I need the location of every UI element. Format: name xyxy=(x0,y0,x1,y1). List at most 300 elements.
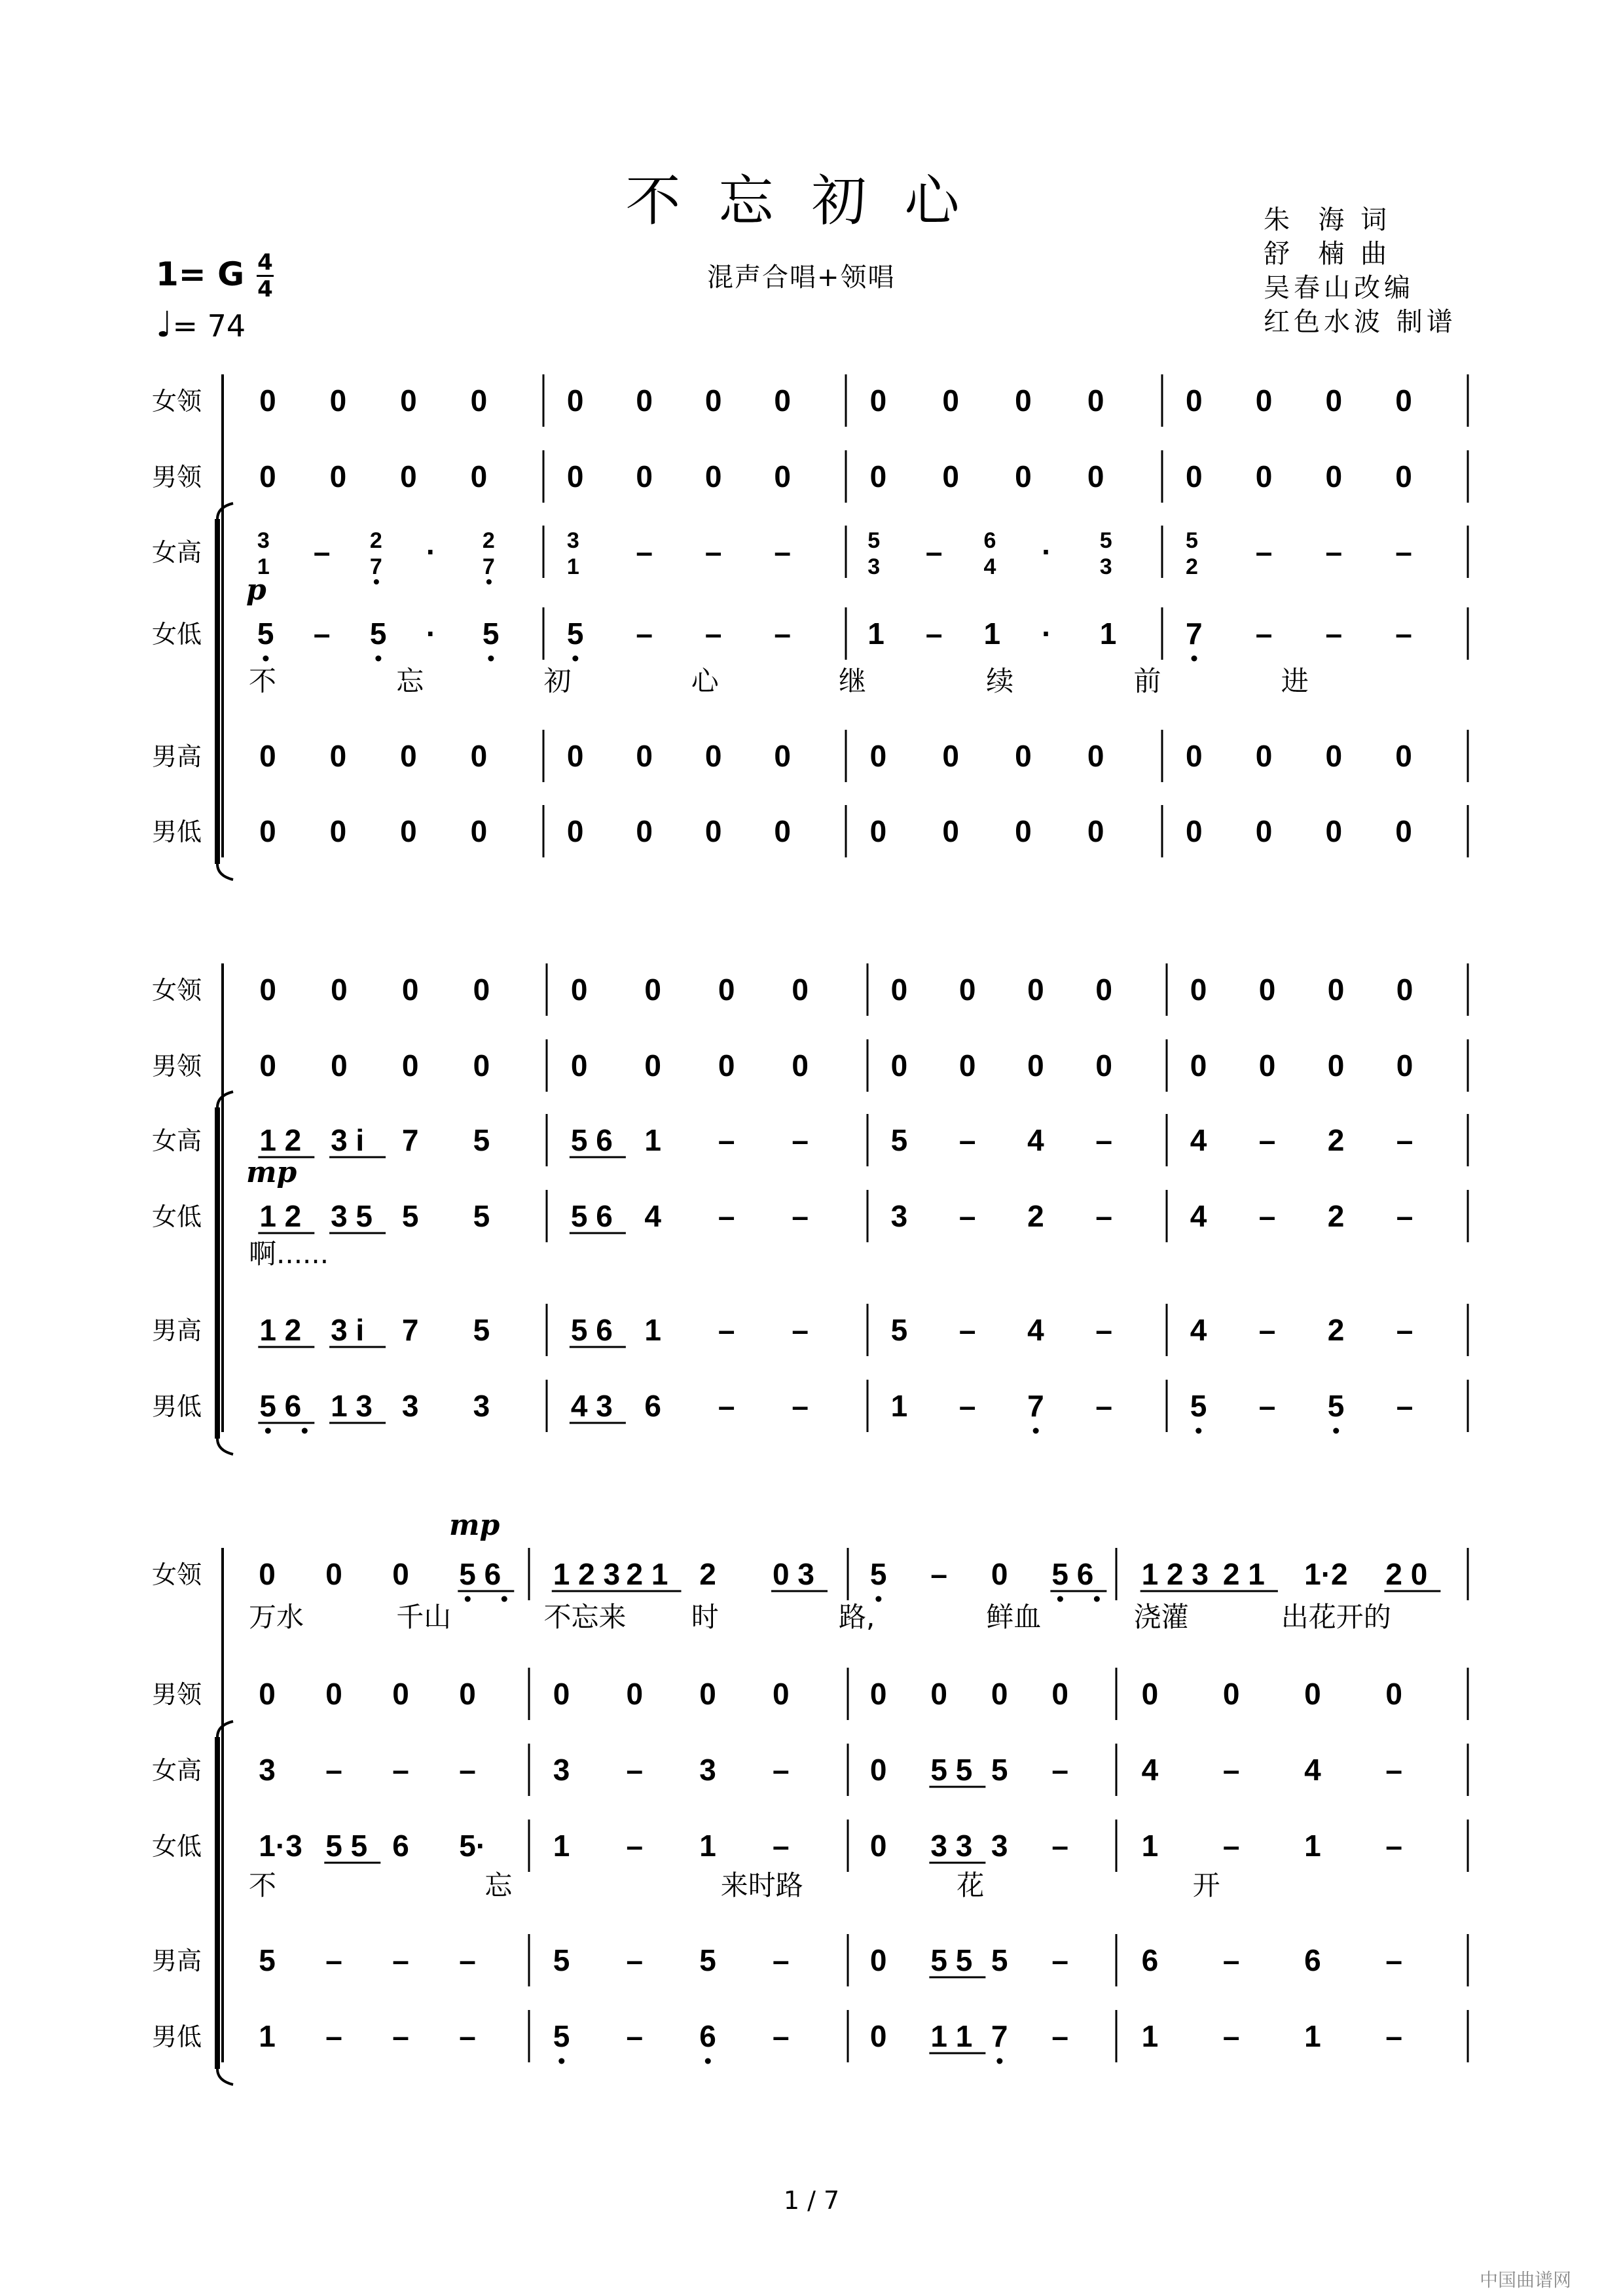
note: 0 xyxy=(1190,1049,1207,1083)
note: 0 xyxy=(869,1753,887,1787)
choir-bracket-top-hook xyxy=(217,1721,233,1737)
note: – xyxy=(392,1753,409,1787)
low-octave-dot xyxy=(263,656,268,662)
note: 4 xyxy=(1190,1313,1207,1347)
note: 0 xyxy=(329,814,347,848)
dynamic-marking: p xyxy=(246,573,266,607)
lyric-syllable: 路, xyxy=(839,1601,875,1633)
note: 0 xyxy=(329,384,347,418)
note: 0 xyxy=(869,1829,887,1863)
note: 0 xyxy=(1015,814,1032,848)
note: 0 xyxy=(792,973,809,1007)
lyric-syllable: 不 xyxy=(249,1869,277,1901)
note: 0 xyxy=(570,1049,588,1083)
note: – xyxy=(1095,1123,1112,1157)
credit-transcriber: 红色水波 制谱 xyxy=(1264,307,1457,337)
note: 5 xyxy=(473,1199,490,1233)
note: – xyxy=(1095,1389,1112,1423)
note: 0 xyxy=(566,384,584,418)
note: – xyxy=(1396,1389,1413,1423)
low-octave-dot xyxy=(558,2058,564,2064)
note: 0 xyxy=(1325,739,1343,773)
dynamic-marking: mp xyxy=(449,1509,500,1542)
note: 0 xyxy=(869,739,887,773)
note: 0 xyxy=(470,739,488,773)
chord-lower-note: 3 xyxy=(1099,554,1112,579)
note: 0 xyxy=(704,814,722,848)
note: – xyxy=(1051,1829,1068,1863)
note: – xyxy=(1095,1199,1112,1233)
note: 0 xyxy=(869,459,887,493)
note: 0 xyxy=(1087,739,1104,773)
note: – xyxy=(325,1753,342,1787)
note: 0 xyxy=(704,384,722,418)
note: 4 xyxy=(1027,1123,1044,1157)
note: 0 xyxy=(774,384,791,418)
lyric-syllable: 继 xyxy=(839,665,867,697)
note: 0 xyxy=(718,1049,735,1083)
note: 5 xyxy=(482,617,500,651)
note: – xyxy=(636,617,653,651)
time-signature-bottom: 4 xyxy=(257,276,273,302)
note: 0 xyxy=(1087,384,1104,418)
note: 0 xyxy=(259,973,276,1007)
note: 0 xyxy=(1015,739,1032,773)
note: 0 xyxy=(325,1677,342,1711)
note: – xyxy=(1385,1829,1402,1863)
chord-upper-note: 5 xyxy=(867,528,881,553)
note: 4 xyxy=(1190,1199,1207,1233)
note: – xyxy=(792,1123,809,1157)
note: 6 xyxy=(392,1829,409,1863)
note: 1 2 3 xyxy=(553,1557,621,1591)
note: – xyxy=(792,1313,809,1347)
note: 0 xyxy=(644,973,661,1007)
part-label-5: 男低 xyxy=(152,2022,202,2051)
note: 0 xyxy=(401,1049,419,1083)
note: 0 xyxy=(392,1557,409,1591)
note: 3 xyxy=(401,1389,419,1423)
note: 5 xyxy=(257,617,274,651)
note: – xyxy=(718,1313,735,1347)
note: 0 xyxy=(958,1049,976,1083)
note: 1 xyxy=(983,617,1001,651)
note: 3 5 xyxy=(331,1199,373,1233)
note: 0 xyxy=(1222,1677,1240,1711)
note: 3 xyxy=(699,1753,716,1787)
note: 0 xyxy=(704,459,722,493)
note: 0 xyxy=(774,459,791,493)
note: – xyxy=(459,2019,476,2053)
note: 1·2 xyxy=(1304,1557,1348,1591)
note: 0 xyxy=(470,814,488,848)
note: – xyxy=(773,2019,790,2053)
note: – xyxy=(1258,1389,1276,1423)
note: – xyxy=(626,2019,644,2053)
note: 0 xyxy=(704,739,722,773)
part-label-0: 女领 xyxy=(152,387,202,416)
note: 2 1 xyxy=(1222,1557,1265,1591)
low-octave-dot xyxy=(1195,1428,1201,1434)
note: 0 xyxy=(1327,1049,1345,1083)
note: 0 3 xyxy=(773,1557,814,1591)
time-signature-top: 4 xyxy=(257,249,273,276)
low-octave-dot xyxy=(1033,1428,1039,1434)
note: 2 1 xyxy=(626,1557,668,1591)
note: 7 xyxy=(1186,617,1203,651)
note: – xyxy=(774,535,791,569)
note: 1 xyxy=(553,1829,570,1863)
lyric-syllable: 心 xyxy=(691,665,719,697)
note: 0 xyxy=(890,973,908,1007)
note: – xyxy=(1396,1313,1413,1347)
note: 0 xyxy=(1255,814,1273,848)
lyric-syllable: 续 xyxy=(986,665,1014,697)
note: 5 6 xyxy=(570,1313,613,1347)
low-octave-dot xyxy=(572,656,578,662)
note: · xyxy=(1042,535,1052,569)
chord-lower-note: 4 xyxy=(983,554,996,579)
note: – xyxy=(930,1557,947,1591)
note: 0 xyxy=(1395,739,1412,773)
note: 0 xyxy=(1015,384,1032,418)
key-signature: 1= G xyxy=(156,255,245,293)
low-octave-dot xyxy=(1057,1596,1063,1602)
note: 0 xyxy=(942,814,959,848)
note: 0 xyxy=(1258,1049,1276,1083)
note: 0 xyxy=(869,1943,887,1977)
note: – xyxy=(313,617,331,651)
low-octave-dot xyxy=(465,1596,471,1602)
note: 5 xyxy=(553,2019,570,2053)
tempo-value: = 74 xyxy=(172,308,246,344)
note: 3 xyxy=(473,1389,490,1423)
note: 0 xyxy=(718,973,735,1007)
note: 7 xyxy=(991,2019,1008,2053)
part-label-4: 男高 xyxy=(152,742,202,771)
note: 0 xyxy=(400,814,417,848)
note: 0 xyxy=(331,973,348,1007)
part-label-3: 女低 xyxy=(152,1832,202,1861)
chord-lower-note: 7 xyxy=(369,554,382,579)
lyric-syllable: 来时路 xyxy=(720,1869,803,1901)
choir-bracket-bottom-hook xyxy=(217,2069,233,2085)
note: 5 xyxy=(259,1943,276,1977)
low-octave-dot xyxy=(488,656,494,662)
low-octave-dot xyxy=(1333,1428,1339,1434)
lyric-syllable: 初 xyxy=(543,665,572,697)
note: – xyxy=(718,1389,735,1423)
low-octave-dot xyxy=(501,1596,507,1602)
note: 0 xyxy=(942,459,959,493)
note: 5 xyxy=(473,1123,490,1157)
note: 0 xyxy=(259,1557,276,1591)
note: – xyxy=(1385,2019,1402,2053)
note: 0 xyxy=(325,1557,342,1591)
note: 0 xyxy=(553,1677,570,1711)
note: – xyxy=(792,1389,809,1423)
note: 0 xyxy=(958,973,976,1007)
note: 0 xyxy=(259,459,276,493)
note: 2 xyxy=(699,1557,716,1591)
note: 2 xyxy=(1027,1199,1044,1233)
lyric-syllable: 前 xyxy=(1133,665,1161,697)
chord-lower-note: 1 xyxy=(566,554,579,579)
chord-lower-note: 3 xyxy=(867,554,881,579)
note: 1 xyxy=(1141,2019,1159,2053)
note: 5 6 xyxy=(570,1199,613,1233)
lyric-syllable: 忘 xyxy=(396,665,424,697)
note: – xyxy=(1255,617,1273,651)
note: 0 xyxy=(392,1677,409,1711)
note: 0 xyxy=(1095,973,1112,1007)
note: 0 xyxy=(869,1677,887,1711)
note: 0 xyxy=(1190,973,1207,1007)
lyric-syllable: 时 xyxy=(691,1601,719,1633)
note: – xyxy=(1255,535,1273,569)
part-label-0: 女领 xyxy=(152,976,202,1005)
note: 0 xyxy=(1087,459,1104,493)
note: 0 xyxy=(1396,973,1413,1007)
chord-lower-note: 7 xyxy=(482,554,495,579)
lyric-syllable: 花 xyxy=(957,1869,985,1901)
note: – xyxy=(1396,1123,1413,1157)
note: – xyxy=(1385,1753,1402,1787)
note: 0 xyxy=(259,384,276,418)
note: – xyxy=(958,1313,976,1347)
part-label-5: 男低 xyxy=(152,1392,202,1421)
note: 1 xyxy=(1141,1829,1159,1863)
chord-upper-note: 2 xyxy=(482,528,495,553)
note: 0 xyxy=(792,1049,809,1083)
note: – xyxy=(392,2019,409,2053)
note: 1 xyxy=(890,1389,908,1423)
part-label-2: 女高 xyxy=(152,538,202,567)
part-label-1: 男领 xyxy=(152,1680,202,1709)
note: – xyxy=(958,1389,976,1423)
note: 0 xyxy=(1325,384,1343,418)
note: – xyxy=(626,1943,644,1977)
note: – xyxy=(626,1753,644,1787)
note: 0 xyxy=(459,1677,476,1711)
note: 3 xyxy=(259,1753,276,1787)
note: – xyxy=(1222,1753,1240,1787)
note: 6 xyxy=(1304,1943,1321,1977)
note: 2 0 xyxy=(1385,1557,1428,1591)
note: 0 xyxy=(991,1677,1008,1711)
lyric-syllable: 不忘来 xyxy=(543,1601,627,1633)
note: – xyxy=(313,535,331,569)
note: 7 xyxy=(401,1313,419,1347)
note: 1 3 xyxy=(331,1389,373,1423)
part-label-0: 女领 xyxy=(152,1560,202,1589)
note: 0 xyxy=(1395,384,1412,418)
note: 0 xyxy=(1015,459,1032,493)
note: – xyxy=(1258,1123,1276,1157)
credit-lyricist: 朱 海 词 xyxy=(1264,205,1391,235)
note: 0 xyxy=(644,1049,661,1083)
note: – xyxy=(1385,1943,1402,1977)
chord-upper-note: 3 xyxy=(566,528,579,553)
note: – xyxy=(459,1753,476,1787)
note: – xyxy=(325,2019,342,2053)
note: 0 xyxy=(1186,459,1203,493)
note: 0 xyxy=(566,459,584,493)
note: 0 xyxy=(1051,1677,1068,1711)
low-octave-dot xyxy=(996,2058,1002,2064)
note: 4 xyxy=(1141,1753,1159,1787)
note: 2 xyxy=(1327,1199,1345,1233)
note: 0 xyxy=(401,973,419,1007)
note: · xyxy=(426,535,437,569)
note: 0 xyxy=(1255,384,1273,418)
note: – xyxy=(1051,1753,1068,1787)
note: 1 1 xyxy=(930,2019,973,2053)
note: 0 xyxy=(1325,814,1343,848)
note: 0 xyxy=(1395,814,1412,848)
note: – xyxy=(1325,535,1343,569)
lyric-syllable: 进 xyxy=(1281,665,1309,697)
note: 0 xyxy=(1027,973,1044,1007)
part-label-1: 男领 xyxy=(152,463,202,492)
note: 4 xyxy=(1190,1123,1207,1157)
note: – xyxy=(1258,1199,1276,1233)
note: 3 xyxy=(991,1829,1008,1863)
note: 0 xyxy=(1304,1677,1321,1711)
choir-bracket-bottom-hook xyxy=(217,1439,233,1454)
note: – xyxy=(1222,2019,1240,2053)
note: 3 i xyxy=(331,1123,365,1157)
site-watermark: 中国曲谱网 xyxy=(1480,2269,1572,2291)
note: 0 xyxy=(942,739,959,773)
note: – xyxy=(774,617,791,651)
note: 3 i xyxy=(331,1313,365,1347)
note: – xyxy=(1051,1943,1068,1977)
chord-upper-note: 5 xyxy=(1099,528,1112,553)
part-label-1: 男领 xyxy=(152,1052,202,1081)
note: – xyxy=(925,617,943,651)
low-octave-dot xyxy=(374,579,379,584)
choir-bracket-bottom-hook xyxy=(217,864,233,880)
part-label-2: 女高 xyxy=(152,1756,202,1785)
note: – xyxy=(1095,1313,1112,1347)
credit-arranger: 吴春山改编 xyxy=(1264,273,1414,303)
dynamic-marking: mp xyxy=(246,1156,297,1189)
note: 2 xyxy=(1327,1313,1345,1347)
note: 1 xyxy=(699,1829,716,1863)
chord-lower-note: 2 xyxy=(1186,554,1198,579)
note: 3 3 xyxy=(930,1829,973,1863)
note: – xyxy=(1258,1313,1276,1347)
note: – xyxy=(1395,535,1412,569)
note: 5 xyxy=(473,1313,490,1347)
note: 5 xyxy=(890,1123,908,1157)
part-label-4: 男高 xyxy=(152,1946,202,1975)
note: 5 xyxy=(991,1943,1008,1977)
choir-bracket-top-hook xyxy=(217,1092,233,1107)
note: 5 6 xyxy=(259,1389,302,1423)
note: 0 xyxy=(636,739,653,773)
note: 1 2 xyxy=(259,1313,302,1347)
note: 0 xyxy=(1255,739,1273,773)
note: – xyxy=(958,1123,976,1157)
part-label-2: 女高 xyxy=(152,1126,202,1155)
lyric-syllable: 不 xyxy=(249,665,277,697)
note: 0 xyxy=(1255,459,1273,493)
chord-upper-note: 6 xyxy=(983,528,996,553)
note: 0 xyxy=(1027,1049,1044,1083)
note: – xyxy=(718,1199,735,1233)
part-label-4: 男高 xyxy=(152,1316,202,1345)
chord-upper-note: 3 xyxy=(257,528,270,553)
low-octave-dot xyxy=(875,1596,881,1602)
note: 1 2 xyxy=(259,1199,302,1233)
note: – xyxy=(1222,1943,1240,1977)
note: · xyxy=(426,617,437,651)
note: 0 xyxy=(774,814,791,848)
note: 1·3 xyxy=(259,1829,302,1863)
note: 5 5 xyxy=(930,1753,973,1787)
note: 6 xyxy=(644,1389,661,1423)
part-label-5: 男低 xyxy=(152,817,202,846)
note: 3 xyxy=(890,1199,908,1233)
note: 0 xyxy=(329,459,347,493)
note: 0 xyxy=(1325,459,1343,493)
note: 5 xyxy=(991,1753,1008,1787)
note: 0 xyxy=(1258,973,1276,1007)
note: 6 xyxy=(699,2019,716,2053)
note: 5 xyxy=(869,1557,887,1591)
note: 0 xyxy=(259,739,276,773)
note: 2 xyxy=(1327,1123,1345,1157)
low-octave-dot xyxy=(375,656,381,662)
note: 6 xyxy=(1141,1943,1159,1977)
note: · xyxy=(1042,617,1052,651)
note: 0 xyxy=(699,1677,716,1711)
note: – xyxy=(704,535,722,569)
note: 1 2 3 xyxy=(1141,1557,1209,1591)
note: – xyxy=(773,1943,790,1977)
low-octave-dot xyxy=(705,2058,711,2064)
credit-composer: 舒 楠 曲 xyxy=(1264,239,1391,269)
note: – xyxy=(773,1829,790,1863)
note: 1 2 xyxy=(259,1123,302,1157)
note: 5 xyxy=(566,617,584,651)
low-octave-dot xyxy=(265,1428,271,1434)
note: 0 xyxy=(1396,1049,1413,1083)
low-octave-dot xyxy=(302,1428,308,1434)
note: 1 xyxy=(1304,2019,1321,2053)
note: – xyxy=(773,1753,790,1787)
chord-upper-note: 5 xyxy=(1186,528,1198,553)
note: – xyxy=(626,1829,644,1863)
note: 0 xyxy=(636,814,653,848)
note: 0 xyxy=(400,739,417,773)
note: 4 xyxy=(1027,1313,1044,1347)
note: 1 xyxy=(259,2019,276,2053)
lyric-syllable: 啊...... xyxy=(249,1238,329,1270)
note: – xyxy=(704,617,722,651)
note: 0 xyxy=(869,814,887,848)
chord-lower-note: 1 xyxy=(257,554,270,579)
note: 0 xyxy=(566,739,584,773)
note: 0 xyxy=(1186,384,1203,418)
note: 0 xyxy=(259,814,276,848)
note: 1 xyxy=(644,1123,661,1157)
note: – xyxy=(392,1943,409,1977)
note: 0 xyxy=(930,1677,947,1711)
note: 1 xyxy=(1304,1829,1321,1863)
